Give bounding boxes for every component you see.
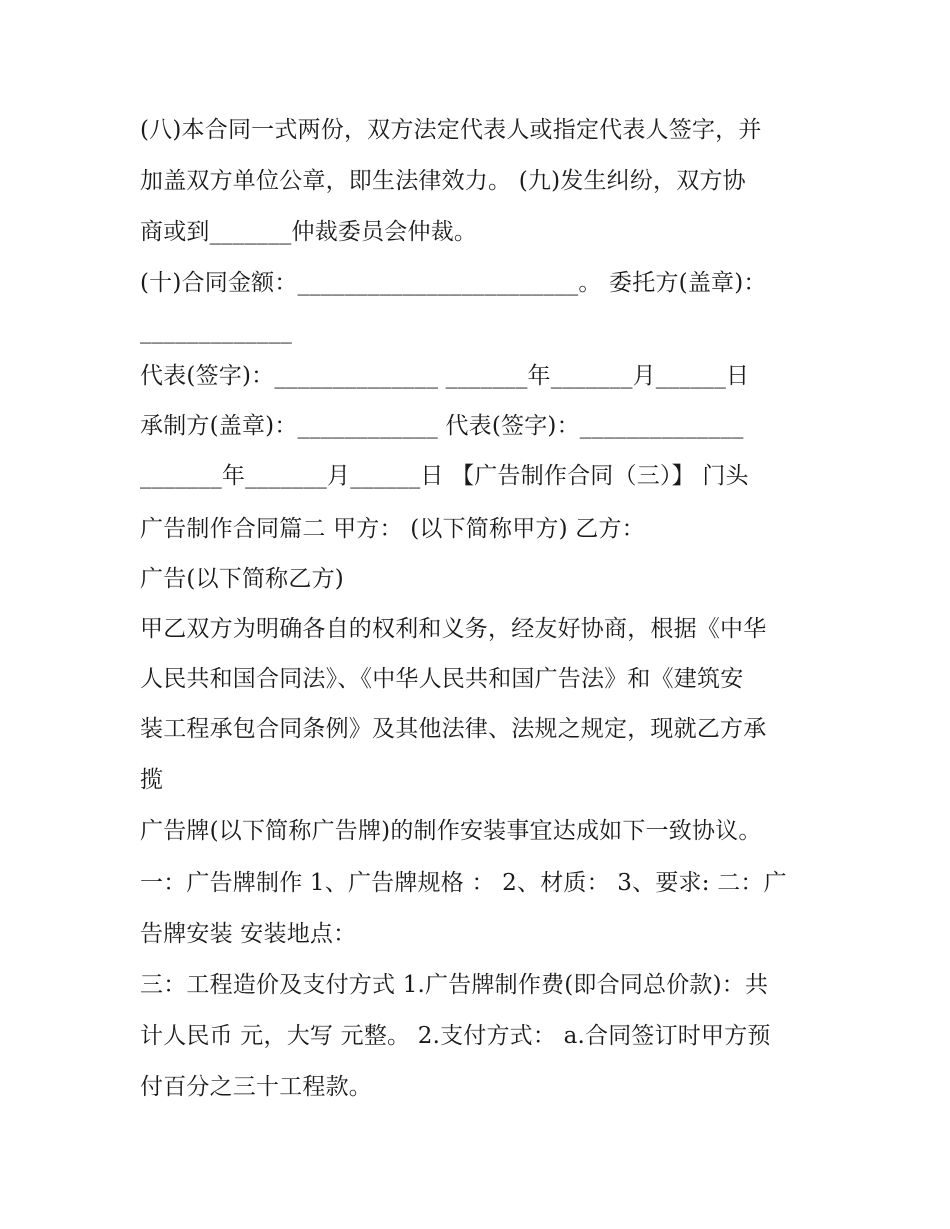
text-line: 三：工程造价及支付方式 1.广告牌制作费(即合同总价款)：共 [140,972,769,998]
text-line: _______年_______月______日 【广告制作合同（三）】 门头 [140,463,749,489]
text-line: 装工程承包合同条例》及其他法律、法规之规定，现就乙方承 [140,716,767,742]
text-line: 告牌安装 安装地点： [140,921,357,947]
text-line: 承制方(盖章)：____________ 代表(签字)：______________ [140,413,744,439]
text-line: 人民共和国合同法》、《中华人民共和国广告法》和《建筑安 [140,666,744,692]
text-line: 广告(以下简称乙方) [140,566,344,592]
text-line: 计人民币 元，大写 元整。 2.支付方式： a.合同签订时甲方预 [140,1023,771,1049]
text-line: 甲乙双方为明确各自的权利和义务，经友好协商，根据《中华 [140,616,767,642]
text-line: 一：广告牌制作 1、广告牌规格 ： 2、材质： 3、要求: 二：广 [140,870,787,896]
text-line: 加盖双方单位公章，即生法律效力。 (九)发生纠纷，双方协 [140,168,746,194]
text-line: 广告牌(以下简称广告牌)的制作安装事宜达成如下一致协议。 [140,818,762,844]
text-line: (十)合同金额：________________________。 委托方(盖章)： [140,270,767,296]
text-line: 商或到_______仲裁委员会仲裁。 [140,219,478,245]
text-line: 揽 [140,767,164,793]
text-line: (八)本合同一式两份，双方法定代表人或指定代表人签字，并 [140,117,762,143]
text-line: 付百分之三十工程款。 [140,1074,372,1100]
text-line: _____________ [140,318,293,344]
text-line: 代表(签字)：______________ _______年_______月______日 [140,363,750,389]
text-line: 广告制作合同篇二 甲方： (以下简称甲方) 乙方： [140,516,645,542]
